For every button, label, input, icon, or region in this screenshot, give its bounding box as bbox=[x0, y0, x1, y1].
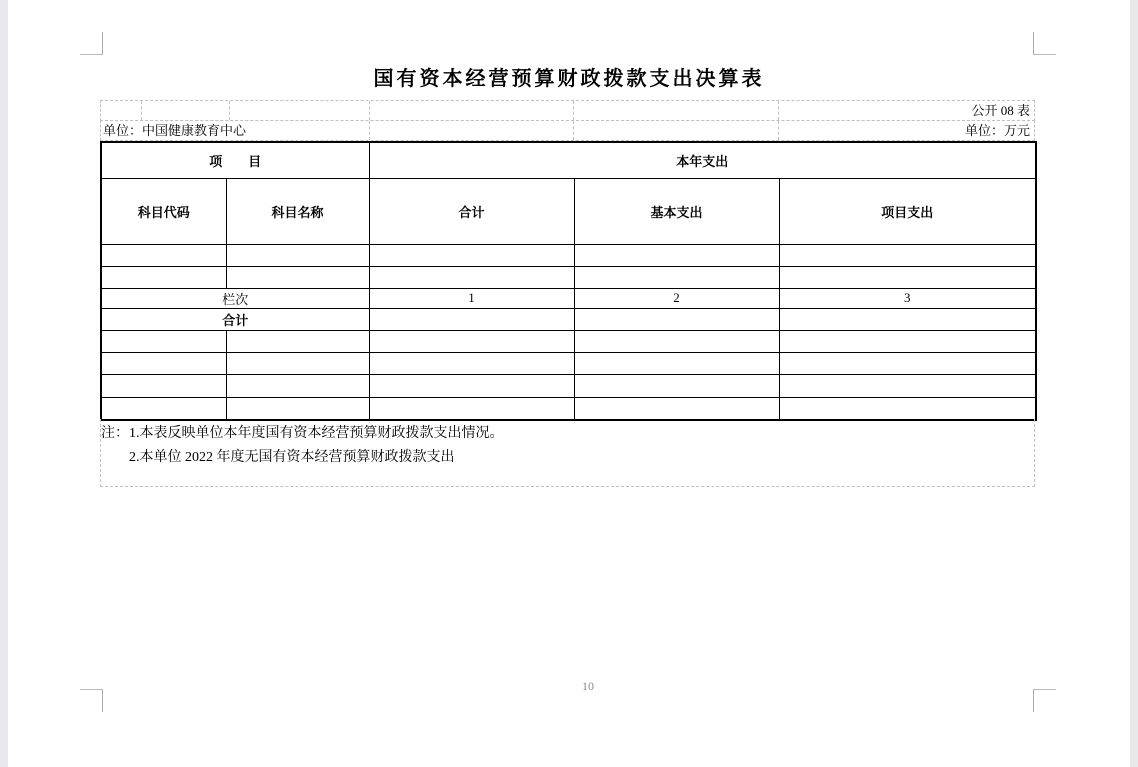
dashed-gridline bbox=[369, 121, 370, 140]
empty-cell bbox=[779, 244, 1036, 266]
column-index-1: 1 bbox=[369, 288, 574, 308]
dashed-gridline bbox=[229, 101, 230, 120]
margin-corner-mark-bottom-right bbox=[1033, 689, 1056, 712]
empty-cell bbox=[574, 352, 779, 374]
table-code-label: 公开 08 表 bbox=[971, 103, 1030, 118]
empty-cell bbox=[101, 244, 226, 266]
empty-cell bbox=[226, 397, 369, 420]
header-total: 合计 bbox=[369, 178, 574, 244]
page-number: 10 bbox=[582, 679, 594, 693]
header-subject-code: 科目代码 bbox=[101, 178, 226, 244]
dashed-gridline bbox=[778, 101, 779, 120]
empty-cell bbox=[226, 244, 369, 266]
empty-cell bbox=[574, 244, 779, 266]
column-index-2: 2 bbox=[574, 288, 779, 308]
unit-name-label: 单位：中国健康教育中心 bbox=[103, 123, 247, 138]
header-basic-expense: 基本支出 bbox=[574, 178, 779, 244]
empty-cell bbox=[779, 330, 1036, 352]
empty-cell bbox=[574, 330, 779, 352]
empty-cell bbox=[369, 330, 574, 352]
empty-cell bbox=[101, 330, 226, 352]
empty-cell bbox=[226, 266, 369, 288]
header-subject-name: 科目名称 bbox=[226, 178, 369, 244]
dashed-gridline bbox=[573, 121, 574, 140]
dashed-gridline bbox=[369, 101, 370, 120]
column-index-3: 3 bbox=[779, 288, 1036, 308]
empty-cell bbox=[226, 374, 369, 397]
empty-cell bbox=[101, 374, 226, 397]
empty-cell bbox=[101, 352, 226, 374]
unit-measure-label: 单位：万元 bbox=[964, 123, 1030, 138]
dashed-gridline bbox=[573, 101, 574, 120]
empty-cell bbox=[779, 266, 1036, 288]
margin-corner-mark-top-left bbox=[80, 32, 103, 55]
meta-grid-row-top bbox=[100, 100, 1035, 121]
empty-cell bbox=[369, 397, 574, 420]
dashed-gridline bbox=[778, 121, 779, 140]
empty-cell bbox=[574, 397, 779, 420]
meta-grid-row-unit bbox=[100, 120, 1035, 141]
empty-cell bbox=[779, 397, 1036, 420]
empty-cell bbox=[779, 308, 1036, 330]
empty-cell bbox=[101, 266, 226, 288]
empty-cell bbox=[779, 374, 1036, 397]
page-title: 国有资本经营预算财政拨款支出决算表 bbox=[373, 68, 765, 90]
empty-cell bbox=[369, 374, 574, 397]
dashed-gridline bbox=[141, 101, 142, 120]
empty-cell bbox=[369, 244, 574, 266]
empty-cell bbox=[779, 352, 1036, 374]
empty-cell bbox=[574, 374, 779, 397]
header-item-group: 项 目 bbox=[101, 142, 369, 178]
empty-cell bbox=[226, 352, 369, 374]
empty-cell bbox=[101, 397, 226, 420]
margin-corner-mark-top-right bbox=[1033, 32, 1056, 55]
empty-cell bbox=[369, 352, 574, 374]
expenditure-table bbox=[100, 141, 1037, 421]
page-edge-right bbox=[1130, 0, 1138, 767]
empty-cell bbox=[226, 330, 369, 352]
header-current-year-expense: 本年支出 bbox=[369, 142, 1036, 178]
page-edge-left bbox=[0, 0, 8, 767]
empty-cell bbox=[574, 266, 779, 288]
total-row-label: 合计 bbox=[101, 308, 369, 330]
note-line-2: 2.本单位 2022 年度无国有资本经营预算财政拨款支出 bbox=[129, 450, 455, 465]
column-index-label: 栏次 bbox=[101, 288, 369, 308]
notes-area bbox=[100, 419, 1035, 487]
empty-cell bbox=[369, 266, 574, 288]
header-project-expense: 项目支出 bbox=[779, 178, 1036, 244]
note-line-1: 注：1.本表反映单位本年度国有资本经营预算财政拨款支出情况。 bbox=[101, 426, 504, 441]
empty-cell bbox=[574, 308, 779, 330]
margin-corner-mark-bottom-left bbox=[80, 689, 103, 712]
empty-cell bbox=[369, 308, 574, 330]
